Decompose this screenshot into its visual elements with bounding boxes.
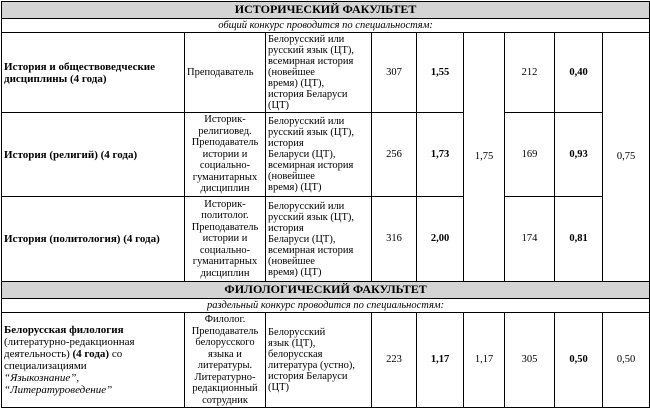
specialty-name: История (религий) (4 года): [2, 113, 185, 197]
qualification: Историк- политолог. Преподаватель истории и социально- гуманитарных дисциплин: [185, 197, 266, 282]
faculty-title: ФИЛОЛОГИЧЕСКИЙ ФАКУЛЬТЕТ: [2, 282, 650, 299]
contest-note: раздельный конкурс проводится по специальностям:: [2, 299, 650, 313]
total-paid: 0,75: [603, 33, 650, 282]
qualification: Филолог. Преподаватель белорусского языка и литературы. Литературно- редакционный сотрудник: [185, 313, 266, 408]
table-row: [2, 33, 650, 113]
score-paid: 0,93: [555, 113, 603, 197]
contest-note-row: [2, 299, 650, 313]
specialty-main: Белорусская филология: [4, 324, 124, 336]
contest-note-row: [2, 19, 650, 33]
total-budget: 1,17: [464, 313, 505, 408]
table-row: [2, 113, 650, 197]
score-paid: 0,81: [555, 197, 603, 282]
specialty-name: История (политология) (4 года): [2, 197, 185, 282]
score-paid: 0,50: [555, 313, 603, 408]
faculty-header-row: [2, 2, 650, 19]
table-row: [2, 197, 650, 282]
plan-budget: 307: [372, 33, 417, 113]
score-budget: 1,55: [417, 33, 464, 113]
plan-paid: 169: [505, 113, 555, 197]
qualification: Историк- религиовед. Преподаватель истории и социально- гуманитарных дисциплин: [185, 113, 266, 197]
score-paid: 0,40: [555, 33, 603, 113]
specialty-subtitle: (литературно-редакционная деятельность): [4, 336, 135, 360]
score-budget: 1,73: [417, 113, 464, 197]
plan-budget: 316: [372, 197, 417, 282]
score-budget: 1,17: [417, 313, 464, 408]
entrance-subjects: Белорусский или русский язык (ЦТ), история Беларуси (ЦТ), всемирная история (новейшее время) (ЦТ): [266, 197, 372, 282]
specialty-specializations: “Языкознание”, “Литературоведение”: [4, 372, 113, 396]
plan-budget: 223: [372, 313, 417, 408]
score-budget: 2,00: [417, 197, 464, 282]
plan-paid: 305: [505, 313, 555, 408]
total-paid: 0,50: [603, 313, 650, 408]
qualification: Преподаватель: [185, 33, 266, 113]
specialty-name: [2, 313, 185, 408]
table-row: [2, 313, 650, 408]
specialty-years: (4 года): [72, 348, 110, 360]
contest-note: общий конкурс проводится по специальностям:: [2, 19, 650, 33]
entrance-subjects: Белорусский или русский язык (ЦТ), всемирная история (новейшее время) (ЦТ), история Беларуси (ЦТ): [266, 33, 372, 113]
admissions-table: [1, 1, 650, 408]
total-budget: 1,75: [464, 33, 505, 282]
plan-budget: 256: [372, 113, 417, 197]
faculty-title: ИСТОРИЧЕСКИЙ ФАКУЛЬТЕТ: [2, 2, 650, 19]
plan-paid: 174: [505, 197, 555, 282]
faculty-header-row: [2, 282, 650, 299]
entrance-subjects: Белорусский язык (ЦТ), белорусская литература (устно), история Беларуси (ЦТ): [266, 313, 372, 408]
specialty-name: История и обществоведческие дисциплины (4 года): [2, 33, 185, 113]
plan-paid: 212: [505, 33, 555, 113]
entrance-subjects: Белорусский или русский язык (ЦТ), история Беларуси (ЦТ), всемирная история (новейшее время) (ЦТ): [266, 113, 372, 197]
specialty-with: со специализациями: [4, 348, 123, 372]
